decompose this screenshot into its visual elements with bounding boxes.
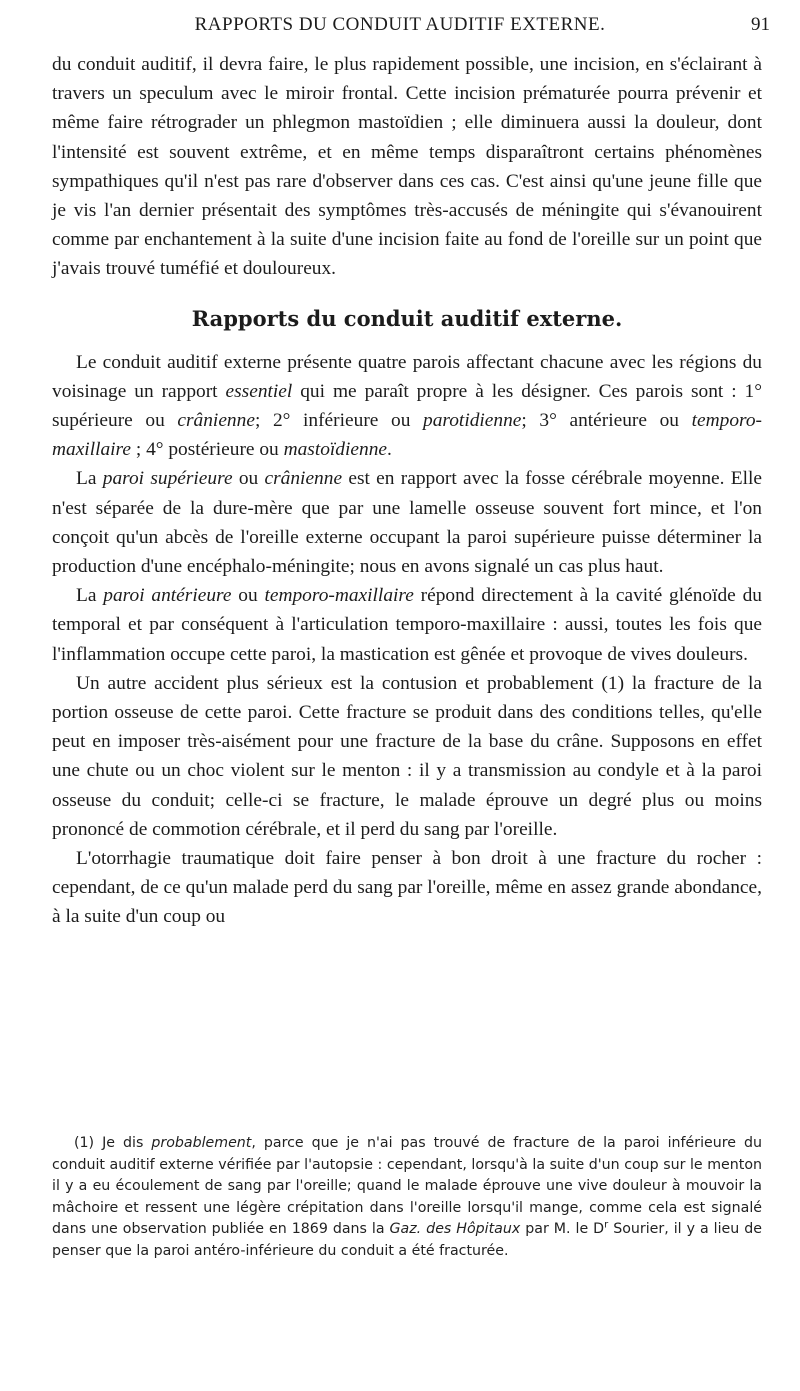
italic-term: temporo-maxillaire	[264, 585, 414, 607]
paragraph-anterior-wall: La paroi antérieure ou temporo-maxillaire répond directement à la cavité glénoïde du temporal et par conséquent à l'articulation temporo-maxillaire : aussi, toutes les fois que l'inflammation occupe cette paroi, la mastication est gênée et provoque de vives douleurs.	[52, 585, 762, 665]
italic-term: temporo-maxillaire	[52, 410, 762, 461]
italic-term: crânienne	[264, 468, 343, 490]
page-number: 91	[751, 14, 770, 35]
paragraph-four-walls: Le conduit auditif externe présente quatre parois affectant chacune avec les régions du voisinage un rapport essentiel qui me paraît propre à les désigner. Ces parois sont : 1° supérieure ou crânienne; 2° inférieure ou parotidienne; 3° antérieure ou temporo-maxillaire ; 4° postérieure ou mastoïdienne.	[52, 351, 762, 461]
italic-term: crânienne	[177, 410, 255, 432]
running-head	[0, 6, 800, 36]
italic-term: paroi supérieure	[102, 468, 233, 490]
footnote: (1) Je dis probablement, parce que je n'ai pas trouvé de fracture de la paroi inférieure du conduit auditif externe vérifiée par l'autopsie : cependant, lorsqu'à la suite d'un coup sur le menton il y a eu écoulement de sang par l'oreille; quand le malade éprouve une vive douleur à mouvoir la mâchoire et ressent une légère crépitation dans l'oreille lorsqu'il mange, comme cela est signalé dans une observation publiée en 1869 dans la Gaz. des Hôpitaux par M. le $D^r$ Sourier, il y a lieu de penser que la paroi antéro-inférieure du conduit a été fracturée.	[52, 1135, 762, 1259]
paragraph-upper-wall: La paroi supérieure ou crânienne est en rapport avec la fosse cérébrale moyenne. Elle n'est séparée de la dure-mère que par une lamelle osseuse souvent fort mince, et l'on conçoit qu'un abcès de l'oreille externe occupant la paroi supérieure puisse déterminer la production d'une encéphalo-méningite; nous en avons signalé un cas plus haut.	[52, 468, 762, 578]
journal-title: Gaz. des Hôpitaux	[389, 1221, 521, 1238]
paragraph-continuation: du conduit auditif, il devra faire, le plus rapidement possible, une incision, en s'éclairant à travers un speculum avec le miroir frontal. Cette incision prématurée pourra prévenir et même faire rétrograder un phlegmon mastoïdien ; elle diminuera aussi la douleur, dont l'intensité est souvent extrême, et en même temps disparaîtront certains phénomènes sympathiques qu'il n'est pas rare d'observer dans ces cas. C'est ainsi qu'une jeune fille que je vis l'an dernier présentait des symptômes très-accusés de méningite qui s'évanouirent comme par enchantement à la suite d'une incision faite au fond de l'oreille sur un point que j'avais trouvé tuméfié et douloureux.	[52, 54, 762, 280]
italic-term: parotidienne	[423, 410, 522, 432]
paragraph-otorrhagia: L'otorrhagie traumatique doit faire penser à bon droit à une fracture du rocher : cependant, de ce qu'un malade perd du sang par l'oreille, même en assez grande abondance, à la suite d'un coup ou	[52, 848, 762, 928]
italic-term: paroi antérieure	[103, 585, 232, 607]
superscript: r	[604, 1219, 609, 1231]
running-title: RAPPORTS DU CONDUIT AUDITIF EXTERNE.	[194, 14, 606, 35]
section-heading: Rapports du conduit auditif externe.	[191, 305, 623, 331]
italic-term: essentiel	[225, 380, 293, 402]
body-text	[52, 50, 762, 932]
paragraph-fracture: Un autre accident plus sérieux est la contusion et probablement (1) la fracture de la portion osseuse de cette paroi. Cette fracture se produit dans des conditions telles, qu'elle peut en imposer très-aisément pour une fracture de la base du crâne. Supposons en effet une chute ou un choc violent sur le menton : il y a transmission au condyle et à la paroi osseuse du conduit; celle-ci se fracture, le malade éprouve un degré plus ou moins prononcé de commotion cérébrale, et il perd du sang par l'oreille.	[52, 672, 762, 840]
italic-term: mastoïdienne	[283, 439, 387, 461]
italic-term: probablement	[151, 1135, 252, 1151]
